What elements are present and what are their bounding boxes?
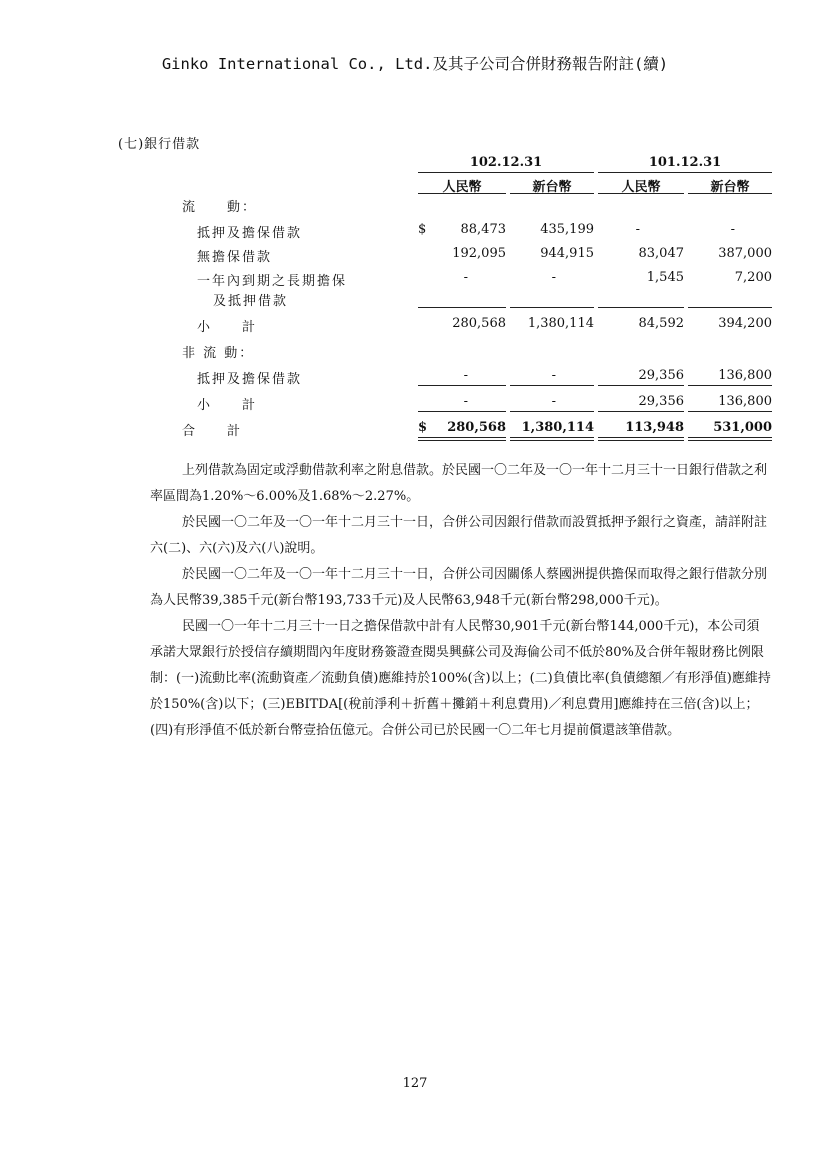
row-label: 一年內到期之長期擔保 (197, 274, 348, 289)
currency-underline-3 (598, 193, 684, 194)
header-underline-102 (418, 172, 594, 173)
currency-header-twd-101: 新台幣 (710, 180, 750, 195)
row-label: 無擔保借款 (197, 250, 273, 265)
page-header-title: Ginko International Co., Ltd.及其子公司合併財務報告附註(續) (161, 55, 669, 73)
cell-value: - (551, 394, 556, 409)
cell-value: - (730, 222, 735, 237)
subtotal-rule (510, 385, 594, 386)
subtotal-rule (510, 307, 594, 308)
currency-underline-2 (510, 193, 594, 194)
total-label: 合 計 (182, 424, 243, 439)
paragraph-interest-rates: 上列借款為固定或浮動借款利率之附息借款。於民國一〇二年及一〇一年十二月三十一日銀行借款之利率區間為1.20%～6.00%及1.68%～2.27%。 (150, 463, 768, 504)
currency-header-twd-102: 新台幣 (532, 180, 572, 195)
section-title: (七)銀行借款 (118, 137, 201, 152)
currency-underline-1 (418, 193, 506, 194)
cell-value: - (551, 270, 556, 285)
cell-value: 7,200 (734, 270, 772, 285)
cell-value: 531,000 (713, 420, 772, 435)
cell-value: 29,356 (638, 394, 684, 409)
period-header-102: 102.12.31 (469, 155, 543, 170)
cell-value: 394,200 (718, 316, 772, 331)
current-group-label: 流 動： (182, 200, 258, 215)
double-rule (418, 440, 506, 441)
subtotal-rule (598, 385, 684, 386)
subtotal-rule (688, 307, 772, 308)
total-rule (418, 411, 506, 412)
dollar-sign: $ (418, 222, 427, 237)
cell-value: 136,800 (718, 368, 772, 383)
cell-value: - (463, 394, 468, 409)
cell-value: - (463, 270, 468, 285)
period-header-101: 101.12.31 (648, 155, 722, 170)
row-label: 抵押及擔保借款 (197, 372, 303, 387)
cell-value: 192,095 (452, 246, 506, 261)
cell-value: 1,545 (646, 270, 684, 285)
subtotal-rule (418, 307, 506, 308)
double-rule (598, 440, 684, 441)
double-rule (418, 437, 506, 438)
cell-value: 88,473 (460, 222, 506, 237)
total-rule (688, 411, 772, 412)
double-rule (510, 440, 594, 441)
cell-value: - (551, 368, 556, 383)
header-underline-101 (598, 172, 772, 173)
total-rule (598, 411, 684, 412)
cell-value: 280,568 (447, 420, 506, 435)
cell-value: - (635, 222, 640, 237)
cell-value: 84,592 (638, 316, 684, 331)
subtotal-label: 小 計 (197, 320, 258, 335)
paragraph-pledged-assets: 於民國一〇二年及一〇一年十二月三十一日，合併公司因銀行借款而設質抵押予銀行之資產，請詳附註六(二)、六(六)及六(八)說明。 (150, 515, 768, 556)
cell-value: 387,000 (718, 246, 772, 261)
double-rule (688, 437, 772, 438)
cell-value: 435,199 (540, 222, 594, 237)
cell-value: 1,380,114 (521, 420, 594, 435)
subtotal-rule (598, 307, 684, 308)
cell-value: 944,915 (540, 246, 594, 261)
currency-header-rmb-101: 人民幣 (621, 180, 661, 195)
cell-value: 29,356 (638, 368, 684, 383)
double-rule (510, 437, 594, 438)
row-label: 抵押及擔保借款 (197, 226, 303, 241)
cell-value: 136,800 (718, 394, 772, 409)
subtotal-label: 小 計 (197, 398, 258, 413)
cell-value: 280,568 (452, 316, 506, 331)
double-rule (598, 437, 684, 438)
currency-underline-4 (688, 193, 772, 194)
double-rule (688, 440, 772, 441)
paragraph-related-party-guarantee: 於民國一〇二年及一〇一年十二月三十一日，合併公司因關係人蔡國洲提供擔保而取得之銀行借款分別為人民幣39,385千元(新台幣193,733千元)及人民幣63,948千元(新台幣298,000千元)。 (150, 567, 768, 608)
subtotal-rule (418, 385, 506, 386)
cell-value: - (463, 368, 468, 383)
cell-value: 83,047 (638, 246, 684, 261)
total-rule (510, 411, 594, 412)
row-label-continued: 及抵押借款 (213, 294, 289, 309)
noncurrent-group-label: 非 流 動： (182, 346, 255, 361)
dollar-sign: $ (418, 420, 428, 435)
cell-value: 1,380,114 (527, 316, 594, 331)
paragraph-loan-covenants: 民國一〇一年十二月三十一日之擔保借款中計有人民幣30,901千元(新台幣144,000千元)，本公司須承諾大眾銀行於授信存續期間內年度財務簽證查閱吳興蘇公司及海倫公司不低於80%及合併年報財務比例限制：(一)流動比率(流動資產／流動負債)應維持於100%(含)以上；(二)負債比率(負債總額／有形淨值)應維持於150%(含)以下；(三)EBITDA[(稅前淨利＋折舊＋攤銷＋利息費用)／利息費用]應維持在三倍(含)以上；(四)有形淨值不低於新台幣壹拾伍億元。合併公司已於民國一〇二年七月提前償還該筆借款。 (150, 619, 771, 738)
subtotal-rule (688, 385, 772, 386)
cell-value: 113,948 (625, 420, 684, 435)
page-number: 127 (402, 1076, 428, 1091)
currency-header-rmb-102: 人民幣 (442, 180, 482, 195)
